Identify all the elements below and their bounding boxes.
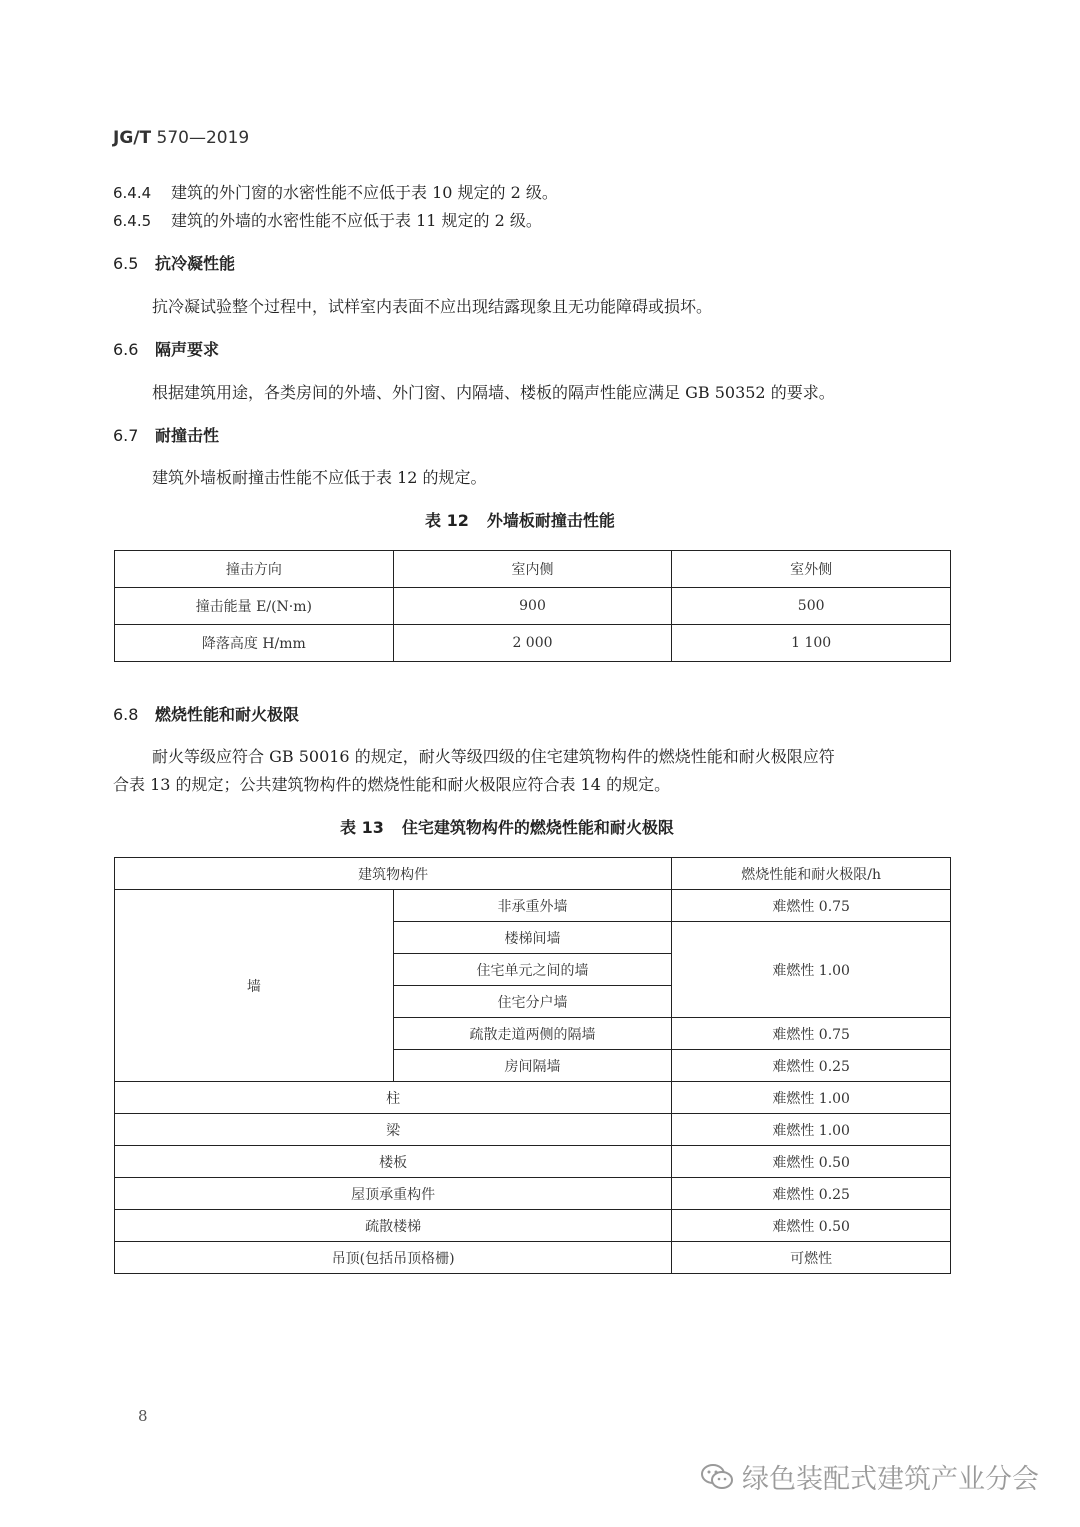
table-cell: 撞击能量 E/(N·m) bbox=[115, 588, 394, 625]
table-cell: 难燃性 1.00 bbox=[672, 922, 951, 1018]
clause-number: 6.4.4 bbox=[113, 184, 152, 202]
section-body-6-7: 建筑外墙板耐撞击性能不应低于表 12 的规定。 bbox=[152, 468, 487, 487]
table-header-row bbox=[115, 551, 951, 588]
wechat-icon bbox=[700, 1462, 734, 1492]
section-heading-6-7: 6.7 耐撞击性 bbox=[113, 426, 220, 445]
table-cell: 难燃性 0.75 bbox=[672, 1018, 951, 1050]
table-cell: 难燃性 0.75 bbox=[672, 890, 951, 922]
table-row bbox=[115, 1210, 951, 1242]
header-cell: 室内侧 bbox=[393, 551, 672, 588]
fire-resistance-table bbox=[114, 857, 951, 1274]
impact-resistance-table bbox=[114, 550, 951, 662]
table-cell: 2 000 bbox=[393, 625, 672, 662]
clause-text: 建筑的外门窗的水密性能不应低于表 10 规定的 2 级。 bbox=[171, 183, 558, 202]
watermark-text: 绿色装配式建筑产业分会 bbox=[742, 1464, 1039, 1495]
section-body-6-6: 根据建筑用途，各类房间的外墙、外门窗、内隔墙、楼板的隔声性能应满足 GB 50352 的要求。 bbox=[152, 383, 835, 402]
clause-6-4-4 bbox=[113, 180, 558, 203]
standard-number: JG/T 570—2019 bbox=[113, 128, 250, 148]
table-row bbox=[115, 1082, 951, 1114]
table-cell: 梁 bbox=[115, 1114, 672, 1146]
table-header-row bbox=[115, 858, 951, 890]
table-row bbox=[115, 1114, 951, 1146]
table-row bbox=[115, 625, 951, 662]
table-cell: 难燃性 1.00 bbox=[672, 1082, 951, 1114]
table-cell: 楼板 bbox=[115, 1146, 672, 1178]
header-cell: 撞击方向 bbox=[115, 551, 394, 588]
clause-text: 建筑的外墙的水密性能不应低于表 11 规定的 2 级。 bbox=[171, 211, 542, 230]
table-cell: 楼梯间墙 bbox=[393, 922, 672, 954]
table-cell: 住宅单元之间的墙 bbox=[393, 954, 672, 986]
wall-group-cell: 墙 bbox=[115, 890, 394, 1082]
table-cell: 疏散走道两侧的隔墙 bbox=[393, 1018, 672, 1050]
table-cell: 难燃性 0.50 bbox=[672, 1146, 951, 1178]
watermark bbox=[700, 1457, 1039, 1496]
table-row bbox=[115, 1146, 951, 1178]
table12-caption: 表 12 外墙板耐撞击性能 bbox=[425, 511, 615, 530]
section-heading-6-8: 6.8 燃烧性能和耐火极限 bbox=[113, 705, 300, 724]
section-heading-6-5: 6.5 抗冷凝性能 bbox=[113, 254, 236, 273]
section-body-6-8-line1: 耐火等级应符合 GB 50016 的规定，耐火等级四级的住宅建筑物构件的燃烧性能和耐火极限应符 bbox=[152, 747, 835, 766]
table-cell: 1 100 bbox=[672, 625, 951, 662]
page-number: 8 bbox=[138, 1407, 148, 1425]
table-cell: 疏散楼梯 bbox=[115, 1210, 672, 1242]
table-row bbox=[115, 890, 951, 922]
table-row bbox=[115, 1178, 951, 1210]
table-cell: 住宅分户墙 bbox=[393, 986, 672, 1018]
table-cell: 500 bbox=[672, 588, 951, 625]
table-cell: 900 bbox=[393, 588, 672, 625]
section-body-6-8-line2: 合表 13 的规定；公共建筑物构件的燃烧性能和耐火极限应符合表 14 的规定。 bbox=[113, 775, 671, 794]
table-cell: 屋顶承重构件 bbox=[115, 1178, 672, 1210]
table-cell: 房间隔墙 bbox=[393, 1050, 672, 1082]
clause-6-4-5 bbox=[113, 208, 542, 231]
table-cell: 非承重外墙 bbox=[393, 890, 672, 922]
table-cell: 可燃性 bbox=[672, 1242, 951, 1274]
table-cell: 难燃性 0.25 bbox=[672, 1178, 951, 1210]
header-cell: 燃烧性能和耐火极限/h bbox=[672, 858, 951, 890]
table-cell: 难燃性 0.50 bbox=[672, 1210, 951, 1242]
table-cell: 吊顶(包括吊顶格栅) bbox=[115, 1242, 672, 1274]
table-cell: 难燃性 1.00 bbox=[672, 1114, 951, 1146]
table-cell: 柱 bbox=[115, 1082, 672, 1114]
table-row bbox=[115, 1242, 951, 1274]
table-cell: 降落高度 H/mm bbox=[115, 625, 394, 662]
table-cell: 难燃性 0.25 bbox=[672, 1050, 951, 1082]
table-row bbox=[115, 588, 951, 625]
header-cell: 建筑物构件 bbox=[115, 858, 672, 890]
clause-number: 6.4.5 bbox=[113, 212, 152, 230]
header-cell: 室外侧 bbox=[672, 551, 951, 588]
section-body-6-5: 抗冷凝试验整个过程中，试样室内表面不应出现结露现象且无功能障碍或损坏。 bbox=[152, 297, 713, 316]
section-heading-6-6: 6.6 隔声要求 bbox=[113, 340, 220, 359]
table13-caption: 表 13 住宅建筑物构件的燃烧性能和耐火极限 bbox=[340, 818, 674, 837]
